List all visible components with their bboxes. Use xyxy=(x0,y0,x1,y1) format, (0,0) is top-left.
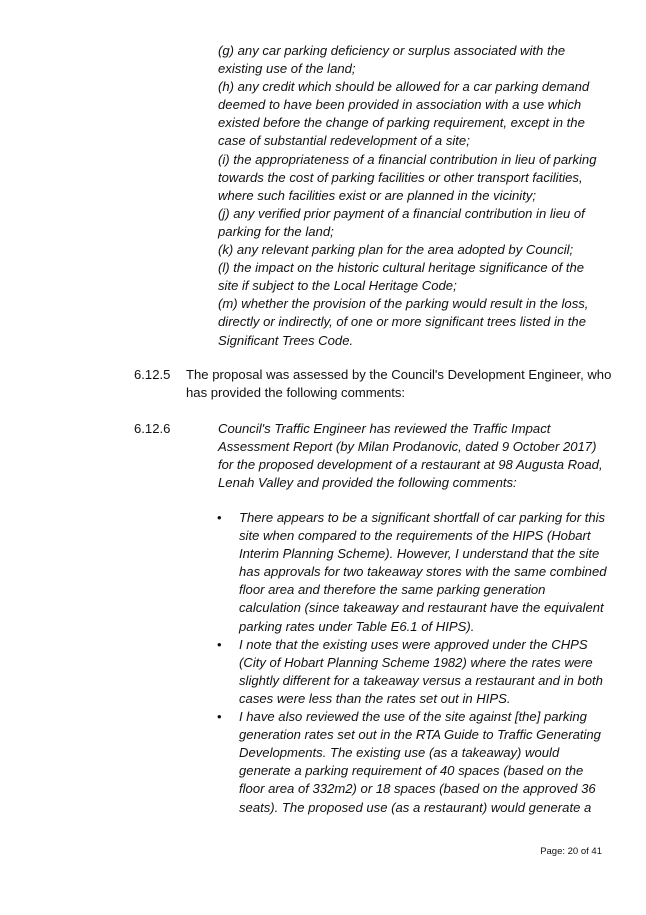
criterion-i: (i) the appropriateness of a financial contribution in lieu of parking towards the cost of parking facilities or other transport facilities, where such facilities exist or are planned in the vicinity; xyxy=(218,151,597,203)
criterion-h: (h) any credit which should be allowed for a car parking demand deemed to have been provided in association with a use which existed before the change of parking requirement, except in the case of substantial redevelopment of a site; xyxy=(218,79,590,149)
criterion-g: (g) any car parking deficiency or surplus associated with the existing use of the land; xyxy=(218,43,566,77)
section-number-6125: 6.12.5 xyxy=(134,367,171,382)
criterion-k: (k) any relevant parking plan for the area adopted by Council; xyxy=(218,242,574,258)
list-item: • I note that the existing uses were approved under the CHPS (City of Hobart Planning Scheme 1982) where the rates were slightly different for a takeaway versus a restaurant and in both cases were less than the rates set out in HIPS. xyxy=(217,636,603,706)
list-item: • There appears to be a significant shortfall of car parking for this site when compared to the requirements of the HIPS (Hobart Interim Planning Scheme). However, I understand that the site has approvals for two takeaway stores with the same combined floor area and therefore the same parking generation calculation (since takeaway and restaurant have the equivalent parking rates under Table E6.1 of HIPS). xyxy=(217,510,607,634)
criteria-list xyxy=(218,42,597,350)
list-item: • I have also reviewed the use of the site against [the] parking generation rates set out in the RTA Guide to Traffic Generating Developments. The existing use (as a takeaway) would generate a parking requirement of 40 spaces (based on the floor area of 332m2) or 18 spaces (based on the approved 36 seats). The proposed use (as a restaurant) would generate a xyxy=(217,709,601,815)
bullet-icon: • xyxy=(217,636,222,652)
criterion-m: (m) whether the provision of the parking would result in the loss, directly or indirectly, of one or more significant trees listed in the Significant Trees Code. xyxy=(218,296,589,348)
section-6126-text: Council's Traffic Engineer has reviewed the Traffic Impact Assessment Report (by Milan Prodanovic, dated 9 October 2017) for the proposed development of a restaurant at 98 Augusta Road, Lenah Valley and provided the following comments: xyxy=(218,421,603,491)
criterion-j: (j) any verified prior payment of a financial contribution in lieu of parking for the land; xyxy=(218,205,585,239)
page-number: Page: 20 of 41 xyxy=(540,846,602,857)
bullet-icon: • xyxy=(217,510,222,525)
engineer-comments-list xyxy=(217,509,607,817)
section-6125-text: The proposal was assessed by the Council's Development Engineer, who has provided the following comments: xyxy=(186,367,612,401)
section-number-6126: 6.12.6 xyxy=(134,421,171,436)
criterion-l: (l) the impact on the historic cultural heritage significance of the site if subject to the Local Heritage Code; xyxy=(218,260,585,294)
bullet-icon: • xyxy=(217,709,222,725)
